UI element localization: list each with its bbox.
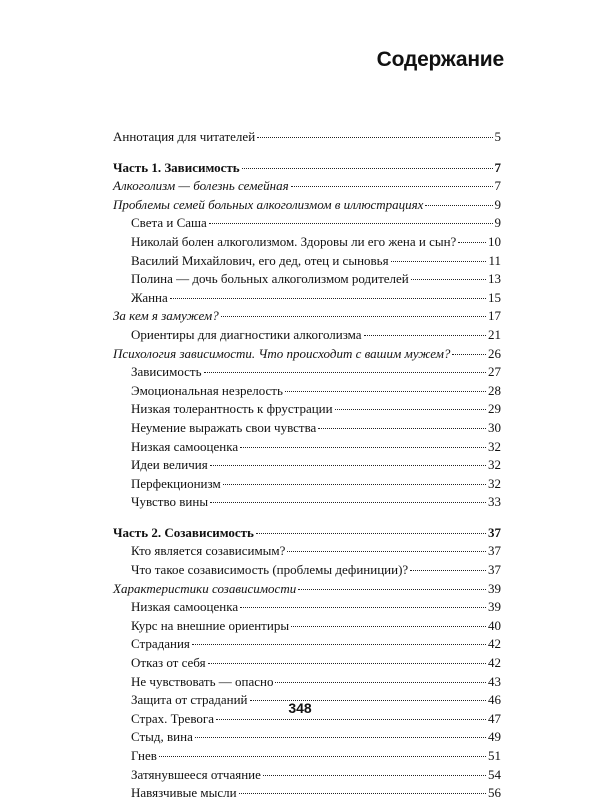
toc-entry — [113, 784, 501, 803]
toc-entry — [113, 456, 501, 475]
toc-entry — [113, 214, 501, 233]
dot-leader — [263, 775, 486, 776]
toc-entry-page: 30 — [488, 419, 501, 435]
dot-leader — [195, 737, 486, 738]
toc-entry-title: Часть 1. Зависимость — [113, 159, 240, 175]
dot-leader — [291, 186, 493, 187]
toc-entry — [113, 542, 501, 561]
toc-entry-title: Страдания — [131, 636, 190, 652]
toc-entry — [113, 345, 501, 364]
toc-entry-page: 10 — [488, 233, 501, 249]
dot-leader — [221, 316, 486, 317]
page-title: Содержание — [376, 48, 504, 71]
toc-entry-page: 5 — [494, 129, 501, 144]
toc-entry-page: 42 — [488, 636, 501, 652]
toc-entry-title: Жанна — [131, 289, 168, 305]
toc-entry-title: Николай болен алкоголизмом. Здоровы ли его жена и сын? — [131, 233, 457, 249]
toc-entry-page: 27 — [488, 364, 501, 380]
toc-entry-page: 32 — [488, 438, 501, 454]
toc-entry-title: Кто является созависимым? — [131, 543, 286, 559]
toc-entry — [113, 128, 501, 147]
toc-entry-page: 37 — [488, 543, 501, 559]
toc-entry-title: Перфекционизм — [131, 475, 221, 491]
toc-entry-page: 28 — [488, 382, 501, 398]
toc-entry-title: Василий Михайлович, его дед, отец и сыновья — [131, 252, 389, 268]
toc-entry-page: 17 — [488, 308, 501, 324]
dot-leader — [216, 719, 486, 720]
toc-entry-page: 37 — [488, 524, 501, 540]
toc-entry-title: Зависимость — [131, 364, 202, 380]
dot-leader — [291, 626, 486, 627]
dot-leader — [285, 391, 486, 392]
toc-entry-page: 39 — [488, 580, 501, 596]
dot-leader — [391, 261, 487, 262]
dot-leader — [411, 279, 486, 280]
toc-entry-title: Полина — дочь больных алкоголизмом родителей — [131, 271, 409, 287]
toc-entry-page: 32 — [488, 457, 501, 473]
toc-entry — [113, 177, 501, 196]
dot-leader — [204, 372, 486, 373]
toc-entry — [113, 475, 501, 494]
toc-entry-title: Часть 2. Созависимость — [113, 524, 254, 540]
dot-leader — [170, 298, 486, 299]
toc-entry — [113, 419, 501, 438]
dot-leader — [458, 242, 486, 243]
toc-entry-page: 42 — [488, 655, 501, 671]
toc-entry — [113, 363, 501, 382]
toc-entry-title: Затянувшееся отчаяние — [131, 766, 261, 782]
toc-entry-title: Ориентиры для диагностики алкоголизма — [131, 326, 362, 342]
toc-entry — [113, 438, 501, 457]
toc-entry-page: 32 — [488, 475, 501, 491]
toc-entry-title: Низкая самооценка — [131, 599, 239, 615]
toc-entry-title: Низкая толерантность к фрустрации — [131, 401, 333, 417]
dot-leader — [240, 607, 486, 608]
dot-leader — [209, 223, 493, 224]
dot-leader — [240, 447, 486, 448]
toc-entry-page: 13 — [488, 271, 501, 287]
dot-leader — [318, 428, 486, 429]
toc-entry-title: Навязчивые мысли — [131, 785, 237, 801]
toc-entry-page: 54 — [488, 766, 501, 782]
toc-entry-title: Проблемы семей больных алкоголизмом в иллюстрациях — [113, 196, 424, 212]
dot-leader — [159, 756, 486, 757]
dot-leader — [410, 570, 486, 571]
toc-entry-page: 15 — [488, 289, 501, 305]
toc-entry-title: За кем я замужем? — [113, 308, 219, 324]
toc-entry-page: 33 — [488, 494, 501, 510]
toc-entry-page: 46 — [488, 692, 501, 708]
dot-leader — [242, 168, 493, 169]
toc-entry — [113, 233, 501, 252]
toc-entry-page: 40 — [488, 617, 501, 633]
toc-entry — [113, 270, 501, 289]
dot-leader — [364, 335, 486, 336]
toc-entry-page: 47 — [488, 710, 501, 726]
toc-entry-page: 39 — [488, 599, 501, 615]
toc-entry-title: Не чувствовать — опасно — [131, 673, 274, 689]
toc-entry-page: 7 — [494, 178, 501, 194]
toc-entry — [113, 766, 501, 785]
dot-leader — [335, 409, 486, 410]
toc-entry — [113, 307, 501, 326]
toc-entry-page: 9 — [494, 196, 501, 212]
toc-entry — [113, 598, 501, 617]
toc-entry-title: Алкоголизм — болезнь семейная — [113, 178, 289, 194]
dot-leader — [210, 502, 486, 503]
toc-entry-page: 7 — [494, 159, 501, 175]
dot-leader — [452, 354, 486, 355]
toc-entry-title: Аннотация для читателей — [113, 129, 256, 144]
dot-leader — [223, 484, 486, 485]
dot-leader — [425, 205, 492, 206]
toc-entry — [113, 561, 501, 580]
dot-leader — [192, 644, 486, 645]
toc-entry-title: Света и Саша — [131, 215, 207, 231]
toc-entry-page: 29 — [488, 401, 501, 417]
toc-entry-page: 11 — [488, 252, 501, 268]
dot-leader — [298, 589, 486, 590]
toc-entry-title: Психология зависимости. Что происходит с вашим мужем? — [113, 345, 451, 361]
dot-leader — [275, 682, 486, 683]
toc-entry-title: Эмоциональная незрелость — [131, 382, 283, 398]
toc-entry-title: Страх. Тревога — [131, 710, 214, 726]
dot-leader — [208, 663, 486, 664]
toc-entry — [113, 326, 501, 345]
toc-entry — [113, 617, 501, 636]
toc-entry-title: Характеристики созависимости — [113, 580, 297, 596]
toc-entry — [113, 252, 501, 271]
toc-entry — [113, 289, 501, 308]
toc-entry-title: Защита от страданий — [131, 692, 248, 708]
toc-entry-title: Низкая самооценка — [131, 438, 239, 454]
toc-entry — [113, 635, 501, 654]
toc-entry-page: 56 — [488, 785, 501, 801]
dot-leader — [239, 793, 486, 794]
toc-entry-title: Чувство вины — [131, 494, 209, 510]
toc-entry-page: 26 — [488, 345, 501, 361]
toc-entry — [113, 400, 501, 419]
toc-entry-title: Курс на внешние ориентиры — [131, 617, 290, 633]
toc-entry-page: 49 — [488, 729, 501, 745]
toc-entry-page: 9 — [494, 215, 501, 231]
toc-entry-page: 51 — [488, 748, 501, 763]
toc-entry-title: Что такое созависимость (проблемы дефиниции)? — [131, 562, 409, 578]
toc-entry — [113, 673, 501, 692]
dot-leader — [287, 551, 486, 552]
toc-entry-title: Отказ от себя — [131, 655, 206, 671]
dot-leader — [256, 533, 486, 534]
toc-entry — [113, 493, 501, 512]
toc-entry-title: Идеи величия — [131, 457, 208, 473]
toc-entry — [113, 524, 501, 543]
dot-leader — [210, 465, 486, 466]
toc-entry-page: 43 — [488, 673, 501, 689]
toc-entry-page: 37 — [488, 562, 501, 578]
toc-entry-title: Гнев — [131, 748, 157, 763]
dot-leader — [257, 137, 492, 138]
toc-entry — [113, 159, 501, 178]
toc-entry — [113, 728, 501, 747]
toc-entry — [113, 382, 501, 401]
toc-entry — [113, 196, 501, 215]
toc-entry-title: Стыд, вина — [131, 729, 193, 745]
toc-entry-title: Неумение выражать свои чувства — [131, 419, 317, 435]
page-number: 348 — [288, 700, 312, 716]
toc-entry — [113, 654, 501, 673]
toc-entry-page: 21 — [488, 326, 501, 342]
toc-entry — [113, 580, 501, 599]
